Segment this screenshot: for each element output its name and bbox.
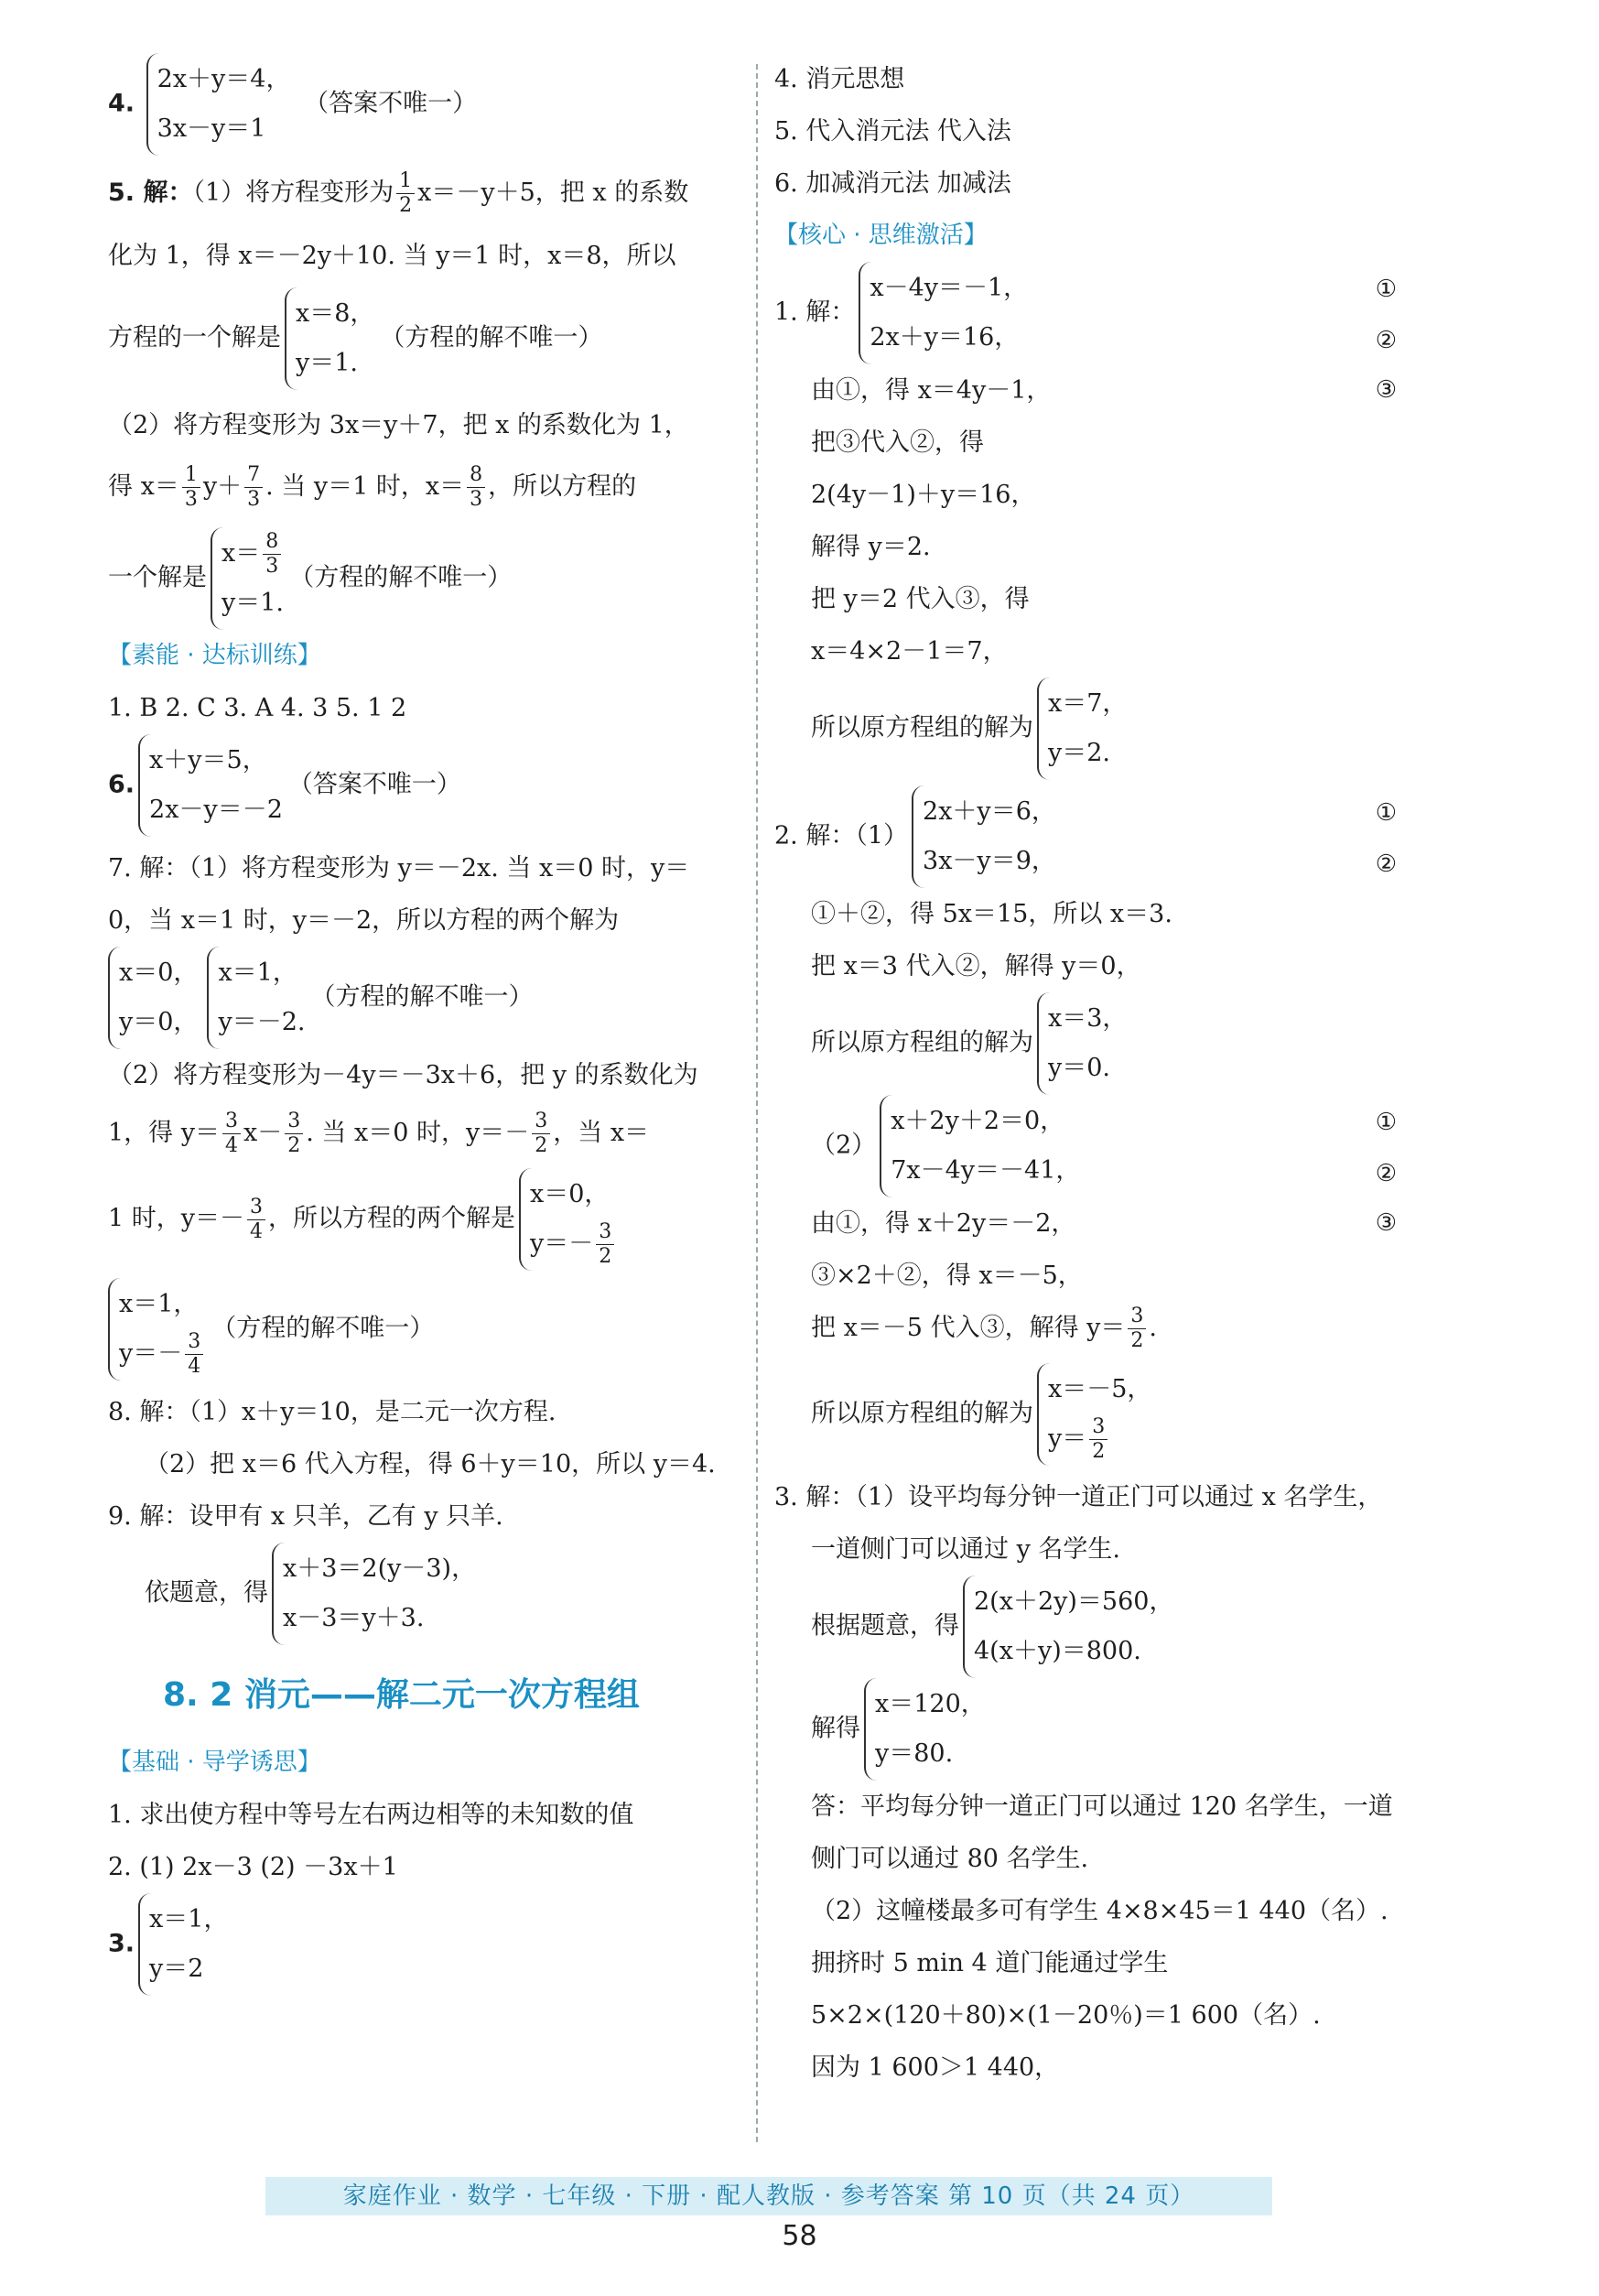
b1: 1. 求出使方程中等号左右两边相等的未知数的值 (108, 1801, 634, 1829)
r6: 6. 加减消元法 加减法 (774, 169, 1011, 198)
fraction: $\frac{1}{2}$ (396, 169, 415, 218)
c2-system2: （2） x＋2y＋2＝0， 7x－4y＝－41， ① ② (774, 1095, 1415, 1197)
footer-banner: 家庭作业 · 数学 · 七年级 · 下册 · 配人教版 · 参考答案 第 10 页（共 24 页） (265, 2177, 1272, 2215)
q5-line4: （2）将方程变形为 3x＝y＋7，把 x 的系数化为 1， (108, 411, 689, 439)
r5: 5. 代入消元法 代入法 (774, 117, 1011, 146)
c2-l6: 把 x＝－5 代入③，解得 y＝ $\frac{3}{2}$ . (811, 1305, 1157, 1352)
q5-line6: 一个解是 x＝ $\frac{8}{3}$ y＝1. （方程的解不唯一） (108, 527, 749, 630)
c2-l3: 所以原方程组的解为 x＝3， y＝0. (774, 992, 1415, 1095)
q6-system: x＋y＝5， 2x－y＝－2 (138, 734, 283, 837)
section-heading-core: 【核心 · 思维激活】 (774, 222, 988, 249)
q4: 4. 2x＋y＝4， 3x－y＝1 （答案不唯一） (108, 53, 749, 156)
c3-l3: 根据题意，得 2(x＋2y)＝560， 4(x＋y)＝800. (774, 1576, 1415, 1678)
q8-line2: （2）把 x＝6 代入方程，得 6＋y＝10，所以 y＝4. (145, 1450, 716, 1478)
q4-system: 2x＋y＝4， 3x－y＝1 (146, 53, 291, 156)
q7-line1: 7. 解：（1）将方程变形为 y＝－2x. 当 x＝0 时，y＝ (108, 854, 690, 883)
q5-solution-1: x＝8， y＝1. (285, 287, 374, 390)
left-column (108, 53, 749, 1996)
right-column (774, 53, 1415, 2094)
q8-line1: 8. 解：（1）x＋y＝10，是二元一次方程. (108, 1398, 556, 1426)
c2-l5: ③×2＋②，得 x＝－5， (811, 1262, 1083, 1290)
c1-l2: 把③代入②，得 (811, 428, 984, 457)
c3-l9: 5×2×(120＋80)×(1－20％)＝1 600（名）. (811, 2001, 1321, 2030)
section-heading-basics: 【基础 · 导学诱思】 (108, 1749, 321, 1776)
q5-line5: 得 x＝ $\frac{1}{3}$ y＋ $\frac{7}{3}$ . 当 y＝1 时，x＝ $\frac{8}{3}$ ，所以方程的 (108, 463, 637, 511)
c1-l4: 解得 y＝2. (811, 533, 931, 561)
b3: 3. x＝1， y＝2 (108, 1893, 749, 1996)
c1-system: 1. 解： x－4y＝－1， 2x＋y＝16， ① ② (774, 262, 1415, 364)
q5-line2: 化为 1，得 x＝－2y＋10. 当 y＝1 时，x＝8，所以 (108, 242, 676, 270)
b2: 2. (1) 2x－3 (2) －3x＋1 (108, 1853, 398, 1881)
c3-l1: 3. 解：（1）设平均每分钟一道正门可以通过 x 名学生， (774, 1483, 1383, 1511)
section-heading-practice: 【素能 · 达标训练】 (108, 642, 321, 669)
q7-solutions: x＝0， y＝0， x＝1， y＝－2. （方程的解不唯一） (108, 947, 749, 1049)
q7-line2: 0，当 x＝1 时，y＝－2，所以方程的两个解为 (108, 906, 620, 935)
q7-line3: （2）将方程变形为－4y＝－3x＋6，把 y 的系数化为 (108, 1061, 698, 1089)
c3-l8: 拥挤时 5 min 4 道门能通过学生 (811, 1949, 1169, 1977)
q5-line3: 方程的一个解是 x＝8， y＝1. （方程的解不唯一） (108, 287, 749, 390)
section-title: 8. 2 消元——解二元一次方程组 (163, 1676, 640, 1714)
r4: 4. 消元思想 (774, 65, 905, 93)
q6: 6. x＋y＝5， 2x－y＝－2 （答案不唯一） (108, 734, 749, 837)
c1-l7: 所以原方程组的解为 x＝7， y＝2. (774, 677, 1415, 780)
q7-line6: x＝1， y＝－ $\frac{3}{4}$ （方程的解不唯一） (108, 1278, 749, 1381)
c3-l7: （2）这幢楼最多可有学生 4×8×45＝1 440（名）. (811, 1897, 1388, 1925)
q5-line1: 5. 解：（1）将方程变形为 $\frac{1}{2}$ x＝－y＋5，把 x 的系数 (108, 169, 689, 217)
c2-l2: 把 x＝3 代入②，解得 y＝0， (811, 952, 1141, 980)
c1-l1: 由①，得 x＝4y－1， ③ (811, 376, 1397, 405)
c3-l5: 答：平均每分钟一道正门可以通过 120 名学生，一道 (811, 1792, 1393, 1821)
c1-l5: 把 y＝2 代入③，得 (811, 585, 1030, 613)
c3-l4: 解得 x＝120， y＝80. (774, 1678, 1415, 1781)
q7-line4: 1，得 y＝ $\frac{3}{4}$ x－ $\frac{3}{2}$ . 当 x＝0 时，y＝－ $\frac{3}{2}$ ，当 x＝ (108, 1110, 650, 1157)
c2-system: 2. 解：（1） 2x＋y＝6， 3x－y＝9， ① ② (774, 785, 1415, 888)
answers-1-5: 1. B 2. C 3. A 4. 3 5. 1 2 (108, 694, 407, 722)
page-number: 58 (782, 2220, 817, 2252)
q9-line1: 9. 解：设甲有 x 只羊，乙有 y 只羊. (108, 1502, 503, 1531)
c2-l4: 由①，得 x＋2y＝－2， ③ (811, 1209, 1397, 1238)
column-divider (756, 64, 758, 2142)
c1-l6: x＝4×2－1＝7， (811, 637, 1008, 666)
q9-line2: 依题意，得 x＋3＝2(y－3)， x－3＝y＋3. (108, 1543, 749, 1645)
c3-l10: 因为 1 600＞1 440， (811, 2053, 1060, 2082)
c3-l2: 一道侧门可以通过 y 名学生. (811, 1535, 1121, 1564)
c2-l1: ①＋②，得 5x＝15，所以 x＝3. (811, 900, 1172, 928)
c2-l7: 所以原方程组的解为 x＝－5， y＝ $\frac{3}{2}$ (774, 1363, 1415, 1466)
c3-l6: 侧门可以通过 80 名学生. (811, 1845, 1089, 1873)
q5-solution-2: x＝ $\frac{8}{3}$ y＝1. (211, 527, 284, 630)
c1-l3: 2(4y－1)＋y＝16， (811, 481, 1036, 509)
q7-line5: 1 时，y＝－ $\frac{3}{4}$ ，所以方程的两个解是 x＝0， y＝－ $\frac{3}{2}$ (108, 1168, 749, 1271)
